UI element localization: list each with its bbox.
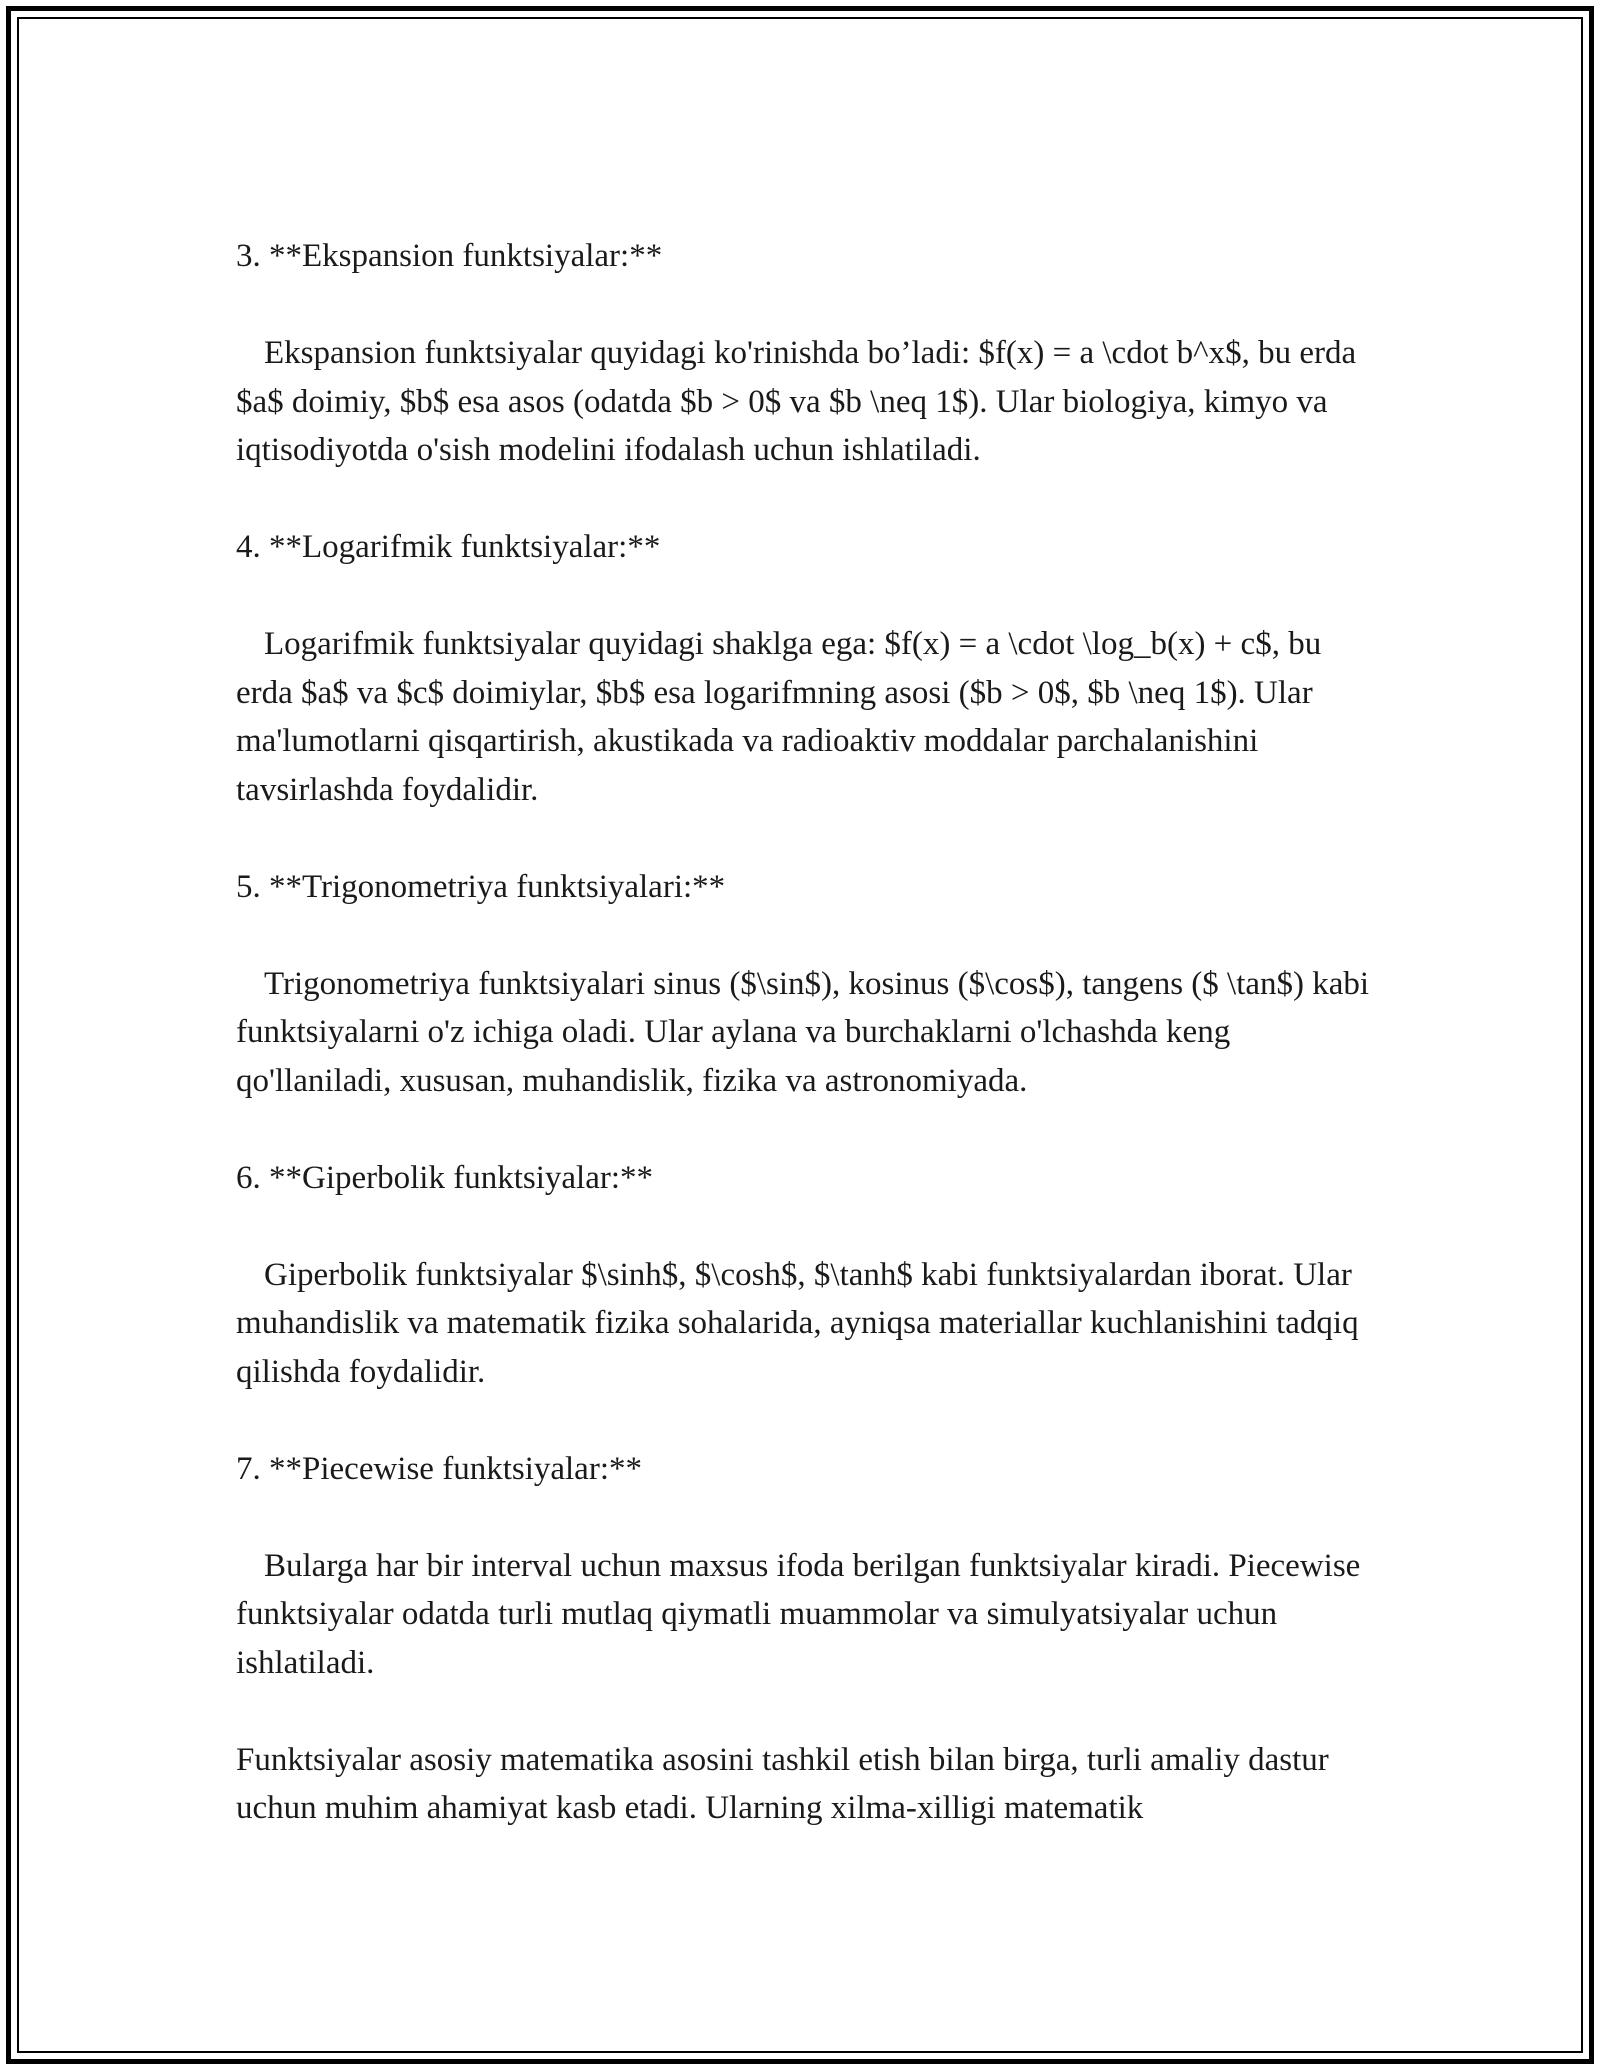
closing-paragraph: Funktsiyalar asosiy matematika asosini tashkil etish bilan birga, turli amaliy dastur uchun muhim ahamiyat kasb etadi. Ularning xilma-xilligi matematik <box>236 1741 1329 1826</box>
section-heading: 3. **Ekspansion funktsiyalar:** <box>236 238 663 274</box>
section-piecewise <box>236 1445 1386 1688</box>
section-logarithmic <box>236 523 1386 814</box>
section-paragraph: Bularga har bir interval uchun maxsus ifoda berilgan funktsiyalar kiradi. Piecewise funktsiyalar odatda turli mutlaq qiymatli muammolar va simulyatsiyalar uchun ishlatiladi. <box>236 1547 1361 1681</box>
section-hyperbolic <box>236 1154 1386 1397</box>
section-paragraph: Logarifmik funktsiyalar quyidagi shaklga ega: $f(x) = a \cdot \log_b(x) + c$, bu erda $a$ va $c$ doimiylar, $b$ esa logarifmning asosi ($b > 0$, $b \neq 1$). Ular ma'lumotlarni qisqartirish, akustikada va radioaktiv moddalar parchalanishini tavsirlashda foydalidir. <box>236 626 1322 808</box>
section-heading: 4. **Logarifmik funktsiyalar:** <box>236 529 661 565</box>
section-heading: 7. **Piecewise funktsiyalar:** <box>236 1450 642 1487</box>
section-heading: 6. **Giperbolik funktsiyalar:** <box>236 1159 654 1196</box>
document-body <box>236 232 1386 1833</box>
section-paragraph: Ekspansion funktsiyalar quyidagi ko'rinishda bo’ladi: $f(x) = a \cdot b^x$, bu erda $a$ doimiy, $b$ esa asos (odatda $b > 0$ va $b \neq 1$). Ular biologiya, kimyo va iqtisodiyotda o'sish modelini ifodalash uchun ishlatiladi. <box>236 335 1357 468</box>
section-trigonometric <box>236 863 1386 1106</box>
section-paragraph: Giperbolik funktsiyalar $\sinh$, $\cosh$, $\tanh$ kabi funktsiyalardan iborat. Ular muhandislik va matematik fizika sohalarida, ayniqsa materiallar kuchlanishini tadqiq qilishda foydalidir. <box>236 1256 1359 1390</box>
section-heading: 5. **Trigonometriya funktsiyalari:** <box>236 868 726 905</box>
section-paragraph: Trigonometriya funktsiyalari sinus ($\sin$), kosinus ($\cos$), tangens ($ \tan$) kabi funktsiyalarni o'z ichiga oladi. Ular aylana va burchaklarni o'lchashda keng qo'llaniladi, xususan, muhandislik, fizika va astronomiyada. <box>236 965 1370 1099</box>
section-exponential <box>236 232 1386 475</box>
